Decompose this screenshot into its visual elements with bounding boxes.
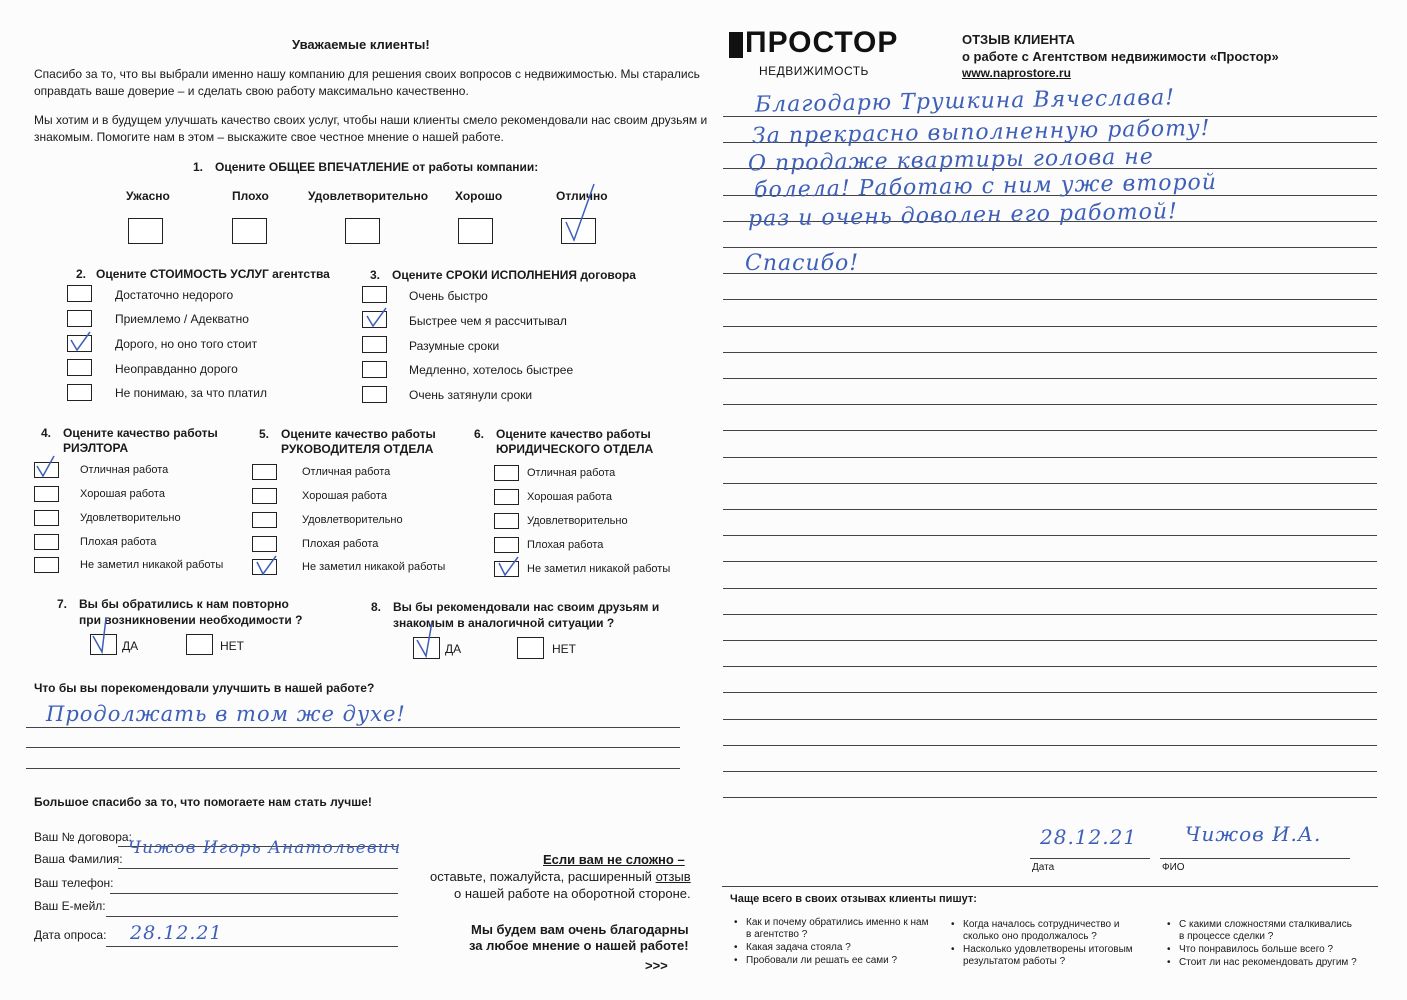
q4-option-label: Удовлетворительно (80, 512, 181, 524)
q8-title: Вы бы рекомендовали нас своим друзьям и (393, 600, 660, 614)
contract-label: Ваш № договора: (34, 830, 132, 844)
improve-answer[interactable]: Продолжать в том же духе! (46, 702, 406, 726)
q1-checkbox[interactable] (458, 218, 493, 244)
arrows-icon: >>> (645, 958, 668, 973)
intro-text: оправдать ваше доверие – и сделать свою работу максимально качественно. (34, 84, 469, 98)
intro-text: Мы хотим и в будущем улучшать качество своих услуг, чтобы наши клиенты смело рекомендовали нас своим друзьям и (34, 113, 708, 127)
checkmark-icon (414, 620, 444, 665)
q8-title: знакомым в аналогичной ситуации ? (393, 616, 615, 630)
review-line[interactable]: Спасибо! (745, 251, 860, 276)
hint-item: • Стоит ли нас рекомендовать другим ? (1179, 957, 1359, 969)
q7-title: Вы бы обратились к нам повторно (79, 597, 289, 611)
q6-option-label: Отличная работа (527, 467, 616, 479)
review-line[interactable]: болела! Работаю с ним уже второй (753, 169, 1218, 204)
q4-checkbox[interactable] (34, 534, 59, 550)
grateful-text: Мы будем вам очень благодарны (471, 922, 689, 937)
writing-line (723, 588, 1377, 589)
hint-item: • Какая задача стояла ? (746, 942, 931, 954)
q1-checkbox[interactable] (128, 218, 163, 244)
writing-line (723, 640, 1377, 641)
surname-value[interactable]: Чижов Игорь Анатольевич (128, 838, 402, 858)
q4-checkbox[interactable] (34, 486, 59, 502)
q5-checkbox[interactable] (252, 512, 277, 528)
writing-line (723, 404, 1377, 405)
date-value[interactable]: 28.12.21 (130, 922, 223, 944)
fio-caption: ФИО (1162, 862, 1185, 873)
q3-title: Оцените СРОКИ ИСПОЛНЕНИЯ договора (392, 268, 636, 282)
form-subtitle: о работе с Агентством недвижимости «Простор» (962, 49, 1279, 64)
q4-checkbox[interactable] (34, 557, 59, 573)
checkmark-icon (34, 454, 60, 483)
q1-checkbox[interactable] (232, 218, 267, 244)
answer-line (26, 747, 680, 748)
q2-option-label: Не понимаю, за что платил (115, 386, 268, 400)
website-link[interactable]: www.naprostore.ru (962, 66, 1071, 80)
writing-line (723, 614, 1377, 615)
hints-divider (722, 886, 1378, 887)
q1-title: Оцените ОБЩЕЕ ВПЕЧАТЛЕНИЕ от работы компании: (215, 160, 539, 174)
hint-item: • Пробовали ли решать ее сами ? (746, 955, 931, 967)
hint-item: • С какими сложностями сталкивались в процессе сделки ? (1179, 919, 1359, 943)
q2-option-label: Неоправданно дорого (115, 362, 238, 376)
q1-option-label: Ужасно (126, 189, 170, 203)
writing-line (723, 719, 1377, 720)
q5-checkbox[interactable] (252, 488, 277, 504)
q7-no-checkbox[interactable] (186, 634, 213, 655)
email-field[interactable] (106, 916, 398, 917)
q2-option-label: Достаточно недорого (115, 288, 234, 302)
checkmark-icon (562, 180, 602, 251)
sign-name[interactable]: Чижов И.А. (1185, 822, 1322, 846)
form-title: ОТЗЫВ КЛИЕНТА (962, 32, 1075, 47)
q3-checkbox[interactable] (362, 336, 387, 353)
q3-option-label: Медленно, хотелось быстрее (409, 363, 574, 377)
q6-option-label: Плохая работа (527, 539, 604, 551)
hint-item: • Когда началось сотрудничество и сколько оно продолжалось ? (963, 919, 1158, 943)
q6-title: Оцените качество работы (496, 427, 651, 441)
q5-option-label: Отличная работа (302, 466, 391, 478)
q5-checkbox[interactable] (252, 536, 277, 552)
q5-option-label: Удовлетворительно (302, 514, 403, 526)
writing-line (723, 326, 1377, 327)
q5-checkbox[interactable] (252, 464, 277, 480)
note-text: о нашей работе на оборотной стороне. (454, 886, 691, 901)
q7-title: при возникновении необходимости ? (79, 613, 303, 627)
writing-line (723, 247, 1377, 248)
logo-subtext: НЕДВИЖИМОСТЬ (759, 64, 869, 78)
q1-option-label: Удовлетворительно (308, 189, 429, 203)
q3-option-label: Очень быстро (409, 289, 488, 303)
answer-line (26, 768, 680, 769)
review-line[interactable]: Благодарю Трушкина Вячеслава! (754, 85, 1176, 118)
q6-number: 6. (474, 427, 485, 441)
q4-title: Оцените качество работы (63, 426, 218, 440)
writing-line (723, 666, 1377, 667)
q7-number: 7. (57, 597, 68, 611)
review-line[interactable]: раз и очень доволен его работой! (747, 199, 1179, 232)
q2-checkbox[interactable] (67, 285, 92, 302)
note-title: Если вам не сложно – (543, 852, 685, 867)
surname-label: Ваша Фамилия: (34, 852, 123, 866)
intro-text: Спасибо за то, что вы выбрали именно нашу компанию для решения своих вопросов с недвижимостью. Мы старались (34, 67, 700, 81)
q4-option-label: Отличная работа (80, 464, 169, 476)
review-line[interactable]: За прекрасно выполненную работу! (751, 116, 1211, 149)
improve-question: Что бы вы порекомендовали улучшить в нашей работе? (34, 681, 375, 695)
checkmark-icon (496, 555, 522, 582)
checkmark-icon (364, 306, 390, 333)
review-link[interactable]: отзыв (655, 869, 691, 884)
intro-text: знакомым. Помогите нам в этом – выскажите свое честное мнение о нашей работе. (34, 130, 504, 144)
q2-checkbox[interactable] (67, 359, 92, 376)
q8-no-label: НЕТ (552, 642, 576, 656)
q4-option-label: Не заметил никакой работы (80, 559, 224, 571)
date-label: Дата опроса: (34, 928, 107, 942)
q2-number: 2. (76, 267, 87, 281)
q6-option-label: Удовлетворительно (527, 515, 628, 527)
writing-line (723, 561, 1377, 562)
q8-yes-label: ДА (445, 642, 462, 656)
surname-field[interactable] (118, 868, 398, 869)
thanks-text: Большое спасибо за то, что помогаете нам стать лучше! (34, 795, 372, 809)
q7-no-label: НЕТ (220, 639, 244, 653)
q4-title: РИЭЛТОРА (63, 441, 129, 455)
q6-title: ЮРИДИЧЕСКОГО ОТДЕЛА (496, 442, 654, 456)
q2-option-label: Дорого, но оно того стоит (115, 337, 258, 351)
q4-option-label: Плохая работа (80, 536, 157, 548)
note-text (430, 869, 691, 884)
grateful-text: за любое мнение о нашей работе! (469, 938, 689, 953)
q5-option-label: Хорошая работа (302, 490, 387, 502)
note-line: оставьте, пожалуйста, расширенный (430, 869, 652, 884)
q5-number: 5. (259, 427, 270, 441)
review-line[interactable]: О продаже квартиры голова не (747, 144, 1155, 177)
q6-checkbox[interactable] (494, 513, 519, 529)
q2-checkbox[interactable] (67, 310, 92, 327)
phone-label: Ваш телефон: (34, 876, 114, 890)
answer-line (26, 727, 680, 728)
q4-option-label: Хорошая работа (80, 488, 165, 500)
q4-number: 4. (41, 426, 52, 440)
q8-no-checkbox[interactable] (517, 637, 544, 659)
q5-title: РУКОВОДИТЕЛЯ ОТДЕЛА (281, 442, 434, 456)
logo-mark-icon (729, 32, 743, 58)
logo (729, 28, 911, 80)
q1-number: 1. (193, 160, 204, 174)
q5-title: Оцените качество работы (281, 427, 436, 441)
date-line (1030, 858, 1150, 859)
checkmark-icon (254, 554, 280, 581)
fio-line (1160, 858, 1350, 859)
writing-line (723, 352, 1377, 353)
q2-option-label: Приемлемо / Адекватно (115, 312, 249, 326)
q3-option-label: Очень затянули сроки (409, 388, 533, 402)
q6-checkbox[interactable] (494, 489, 519, 505)
q1-option-label: Отлично (556, 189, 608, 203)
q8-number: 8. (371, 600, 382, 614)
hint-item: • Как и почему обратились именно к нам в агентство ? (746, 917, 931, 941)
q1-checkbox[interactable] (345, 218, 380, 244)
q1-option-label: Плохо (232, 189, 269, 203)
hint-item: • Что понравилось больше всего ? (1179, 944, 1359, 956)
hint-item: • Насколько удовлетворены итоговым результатом работы ? (963, 944, 1158, 968)
writing-line (723, 378, 1377, 379)
q3-option-label: Быстрее чем я рассчитывал (409, 314, 567, 328)
q6-checkbox[interactable] (494, 465, 519, 481)
q1-option-label: Хорошо (455, 189, 503, 203)
writing-line (723, 457, 1377, 458)
writing-line (723, 745, 1377, 746)
date-field[interactable] (106, 946, 398, 947)
q7-yes-label: ДА (122, 639, 139, 653)
page-heading: Уважаемые клиенты! (292, 37, 430, 52)
q5-option-label: Не заметил никакой работы (302, 561, 446, 573)
q6-option-label: Не заметил никакой работы (527, 563, 671, 575)
q3-checkbox[interactable] (362, 386, 387, 403)
writing-line (723, 771, 1377, 772)
writing-line (723, 430, 1377, 431)
hints-title: Чаще всего в своих отзывах клиенты пишут: (730, 893, 977, 905)
q6-option-label: Хорошая работа (527, 491, 612, 503)
writing-line (723, 299, 1377, 300)
date-caption: Дата (1032, 862, 1055, 873)
phone-field[interactable] (110, 893, 398, 894)
logo-text: ПРОСТОР (745, 26, 899, 59)
email-label: Ваш Е-мейл: (34, 899, 106, 913)
writing-line (723, 535, 1377, 536)
q3-checkbox[interactable] (362, 286, 387, 303)
writing-line (723, 797, 1377, 798)
checkmark-icon (90, 616, 120, 661)
q3-number: 3. (370, 268, 381, 282)
writing-line (723, 483, 1377, 484)
q2-checkbox[interactable] (67, 384, 92, 401)
q6-checkbox[interactable] (494, 537, 519, 553)
q4-checkbox[interactable] (34, 510, 59, 526)
q3-checkbox[interactable] (362, 361, 387, 378)
checkmark-icon (68, 330, 94, 357)
writing-line (723, 509, 1377, 510)
q5-option-label: Плохая работа (302, 538, 379, 550)
q3-option-label: Разумные сроки (409, 339, 500, 353)
writing-line (723, 692, 1377, 693)
sign-date[interactable]: 28.12.21 (1040, 825, 1138, 849)
q2-title: Оцените СТОИМОСТЬ УСЛУГ агентства (96, 267, 330, 281)
